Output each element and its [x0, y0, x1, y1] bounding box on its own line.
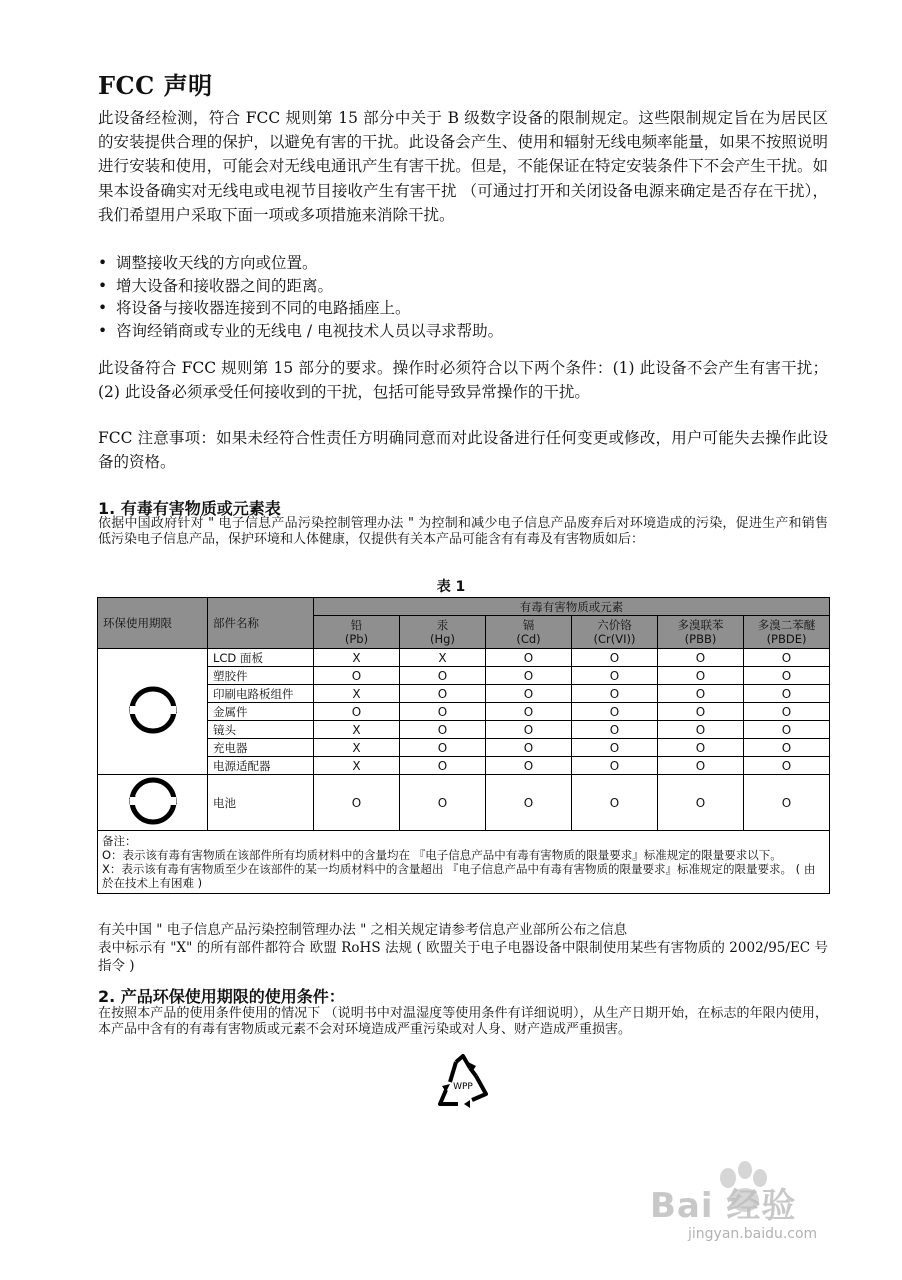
cell-value: O: [486, 685, 572, 703]
cell-value: O: [658, 721, 744, 739]
cell-value: X: [314, 757, 400, 775]
cell-value: O: [400, 739, 486, 757]
part-name: LCD 面板: [208, 649, 314, 667]
recycle-icon: [432, 1052, 494, 1112]
note-o: O：表示该有毒有害物质在该部件所有均质材料中的含量均在 『电子信息产品中有毒有害物质的限量要求』标准规定的限量要求以下。: [102, 848, 782, 862]
cell-value: O: [572, 775, 658, 831]
cell-value: O: [744, 775, 830, 831]
cell-value: O: [400, 721, 486, 739]
list-item: • 调整接收天线的方向或位置。: [98, 252, 828, 275]
cell-value: O: [572, 739, 658, 757]
part-name: 印刷电路板组件: [208, 685, 314, 703]
list-item: • 将设备与接收器连接到不同的电路插座上。: [98, 297, 828, 320]
cell-value: O: [486, 775, 572, 831]
cell-value: O: [400, 685, 486, 703]
header-substance: 多溴联苯 (PBB): [658, 616, 744, 649]
cell-value: O: [314, 703, 400, 721]
cell-value: O: [744, 667, 830, 685]
watermark-url: jingyan.baidu.com: [688, 1226, 818, 1242]
cell-value: O: [486, 667, 572, 685]
section2-text: 在按照本产品的使用条件使用的情况下 （说明书中对温湿度等使用条件有详细说明），从生产日期开始，在标志的年限内使用，本产品中含有的有毒有害物质或元素不会对环境造成严重污染或对人身、财产造成严重损害。: [98, 1006, 828, 1037]
after-table-line-2: 表中标示有 "X" 的所有部件都符合 欧盟 RoHS 法规 ( 欧盟关于电子电器设备中限制使用某些有害物质的 2002/95/EC 号指令 ): [98, 940, 828, 974]
cell-value: O: [400, 775, 486, 831]
part-name: 充电器: [208, 739, 314, 757]
list-item: • 增大设备和接收器之间的距离。: [98, 275, 828, 298]
efup-10-icon: [127, 684, 179, 736]
header-substance: 汞 (Hg): [400, 616, 486, 649]
list-item: • 咨询经销商或专业的无线电 / 电视技术人员以寻求帮助。: [98, 320, 828, 343]
cell-value: O: [744, 739, 830, 757]
cell-value: O: [744, 721, 830, 739]
table-caption: 表 1: [436, 579, 466, 595]
cell-value: O: [572, 757, 658, 775]
efup-10-cell: [98, 649, 208, 775]
table-notes: [98, 831, 830, 894]
svg-text:WPP: WPP: [453, 1082, 473, 1092]
header-substance-group: 有毒有害物质或元素: [314, 598, 830, 616]
notes-title: 备注：: [102, 834, 137, 848]
cell-value: O: [486, 649, 572, 667]
cell-value: O: [572, 649, 658, 667]
cell-value: O: [744, 757, 830, 775]
cell-value: O: [658, 739, 744, 757]
after-table-text: [98, 921, 828, 975]
part-name: 电池: [208, 775, 314, 831]
header-substance: 铅 (Pb): [314, 616, 400, 649]
cell-value: O: [658, 649, 744, 667]
header-substance: 镉 (Cd): [486, 616, 572, 649]
page-title: FCC 声明: [98, 71, 213, 100]
section2-heading: 2. 产品环保使用期限的使用条件：: [98, 987, 345, 1006]
cell-value: O: [658, 757, 744, 775]
cell-value: O: [572, 685, 658, 703]
note-x: X：表示该有毒有害物质至少在该部件的某一均质材料中的含量超出 『电子信息产品中有毒有害物质的限量要求』标准规定的限量要求。 ( 由於在技术上有困难 ): [102, 862, 816, 890]
cell-value: O: [400, 667, 486, 685]
cell-value: O: [486, 721, 572, 739]
efup-5-cell: [98, 775, 208, 831]
cell-value: O: [658, 667, 744, 685]
cell-value: O: [572, 703, 658, 721]
cell-value: O: [572, 721, 658, 739]
part-name: 镜头: [208, 721, 314, 739]
cell-value: O: [314, 775, 400, 831]
fcc-paragraph-2: 此设备符合 FCC 规则第 15 部分的要求。操作时必须符合以下两个条件：(1) 此设备不会产生有害干扰； (2) 此设备必须承受任何接收到的干扰，包括可能导致异常操作的干扰。: [98, 359, 828, 402]
part-name: 金属件: [208, 703, 314, 721]
fcc-paragraph-1: 此设备经检测，符合 FCC 规则第 15 部分中关于 B 级数字设备的限制规定。这些限制规定旨在为居民区的安装提供合理的保护，以避免有害的干扰。此设备会产生、使用和辐射无线电频率能量，如果不按照说明进行安装和使用，可能会对无线电通讯产生有害干扰。但是，不能保证在特定安装条件下不会产生干扰。如果本设备确实对无线电或电视节目接收产生有害干扰 （可通过打开和关闭设备电源来确定是否存在干扰），我们希望用户采取下面一项或多项措施来消除干扰。: [98, 109, 828, 224]
part-name: 塑胶件: [208, 667, 314, 685]
section1-text: 依据中国政府针对 " 电子信息产品污染控制管理办法 " 为控制和减少电子信息产品废弃后对环境造成的污染，促进生产和销售低污染电子信息产品，保护环境和人体健康，仅提供有关本产品可能含有有毒及有害物质如后：: [98, 516, 828, 547]
cell-value: O: [400, 757, 486, 775]
header-part-name: 部件名称: [208, 598, 314, 649]
cell-value: O: [744, 649, 830, 667]
cell-value: O: [572, 667, 658, 685]
fcc-paragraph-3: FCC 注意事项：如果未经符合性责任方明确同意而对此设备进行任何变更或修改，用户可能失去操作此设备的资格。: [98, 429, 828, 472]
cell-value: X: [314, 649, 400, 667]
header-substance: 多溴二苯醚 (PBDE): [744, 616, 830, 649]
hazardous-substances-table: [97, 597, 830, 894]
cell-value: O: [744, 703, 830, 721]
cell-value: X: [400, 649, 486, 667]
bullet-list: [98, 252, 828, 342]
section1-heading: 1. 有毒有害物质或元素表: [98, 499, 281, 518]
header-period: 环保使用期限: [98, 598, 208, 649]
efup-5-icon: [127, 775, 179, 827]
watermark-brand: Bai 经验: [650, 1186, 797, 1226]
cell-value: X: [314, 721, 400, 739]
cell-value: O: [314, 667, 400, 685]
cell-value: O: [658, 685, 744, 703]
cell-value: O: [744, 685, 830, 703]
cell-value: O: [658, 775, 744, 831]
cell-value: X: [314, 739, 400, 757]
cell-value: O: [658, 703, 744, 721]
cell-value: O: [486, 703, 572, 721]
cell-value: O: [486, 757, 572, 775]
cell-value: O: [486, 739, 572, 757]
part-name: 电源适配器: [208, 757, 314, 775]
header-substance: 六价铬 (Cr(VI)): [572, 616, 658, 649]
cell-value: O: [400, 703, 486, 721]
cell-value: X: [314, 685, 400, 703]
baidu-watermark: [650, 1148, 850, 1248]
after-table-line-1: 有关中国 " 电子信息产品污染控制管理办法 " 之相关规定请参考信息产业部所公布之信息: [98, 922, 628, 938]
